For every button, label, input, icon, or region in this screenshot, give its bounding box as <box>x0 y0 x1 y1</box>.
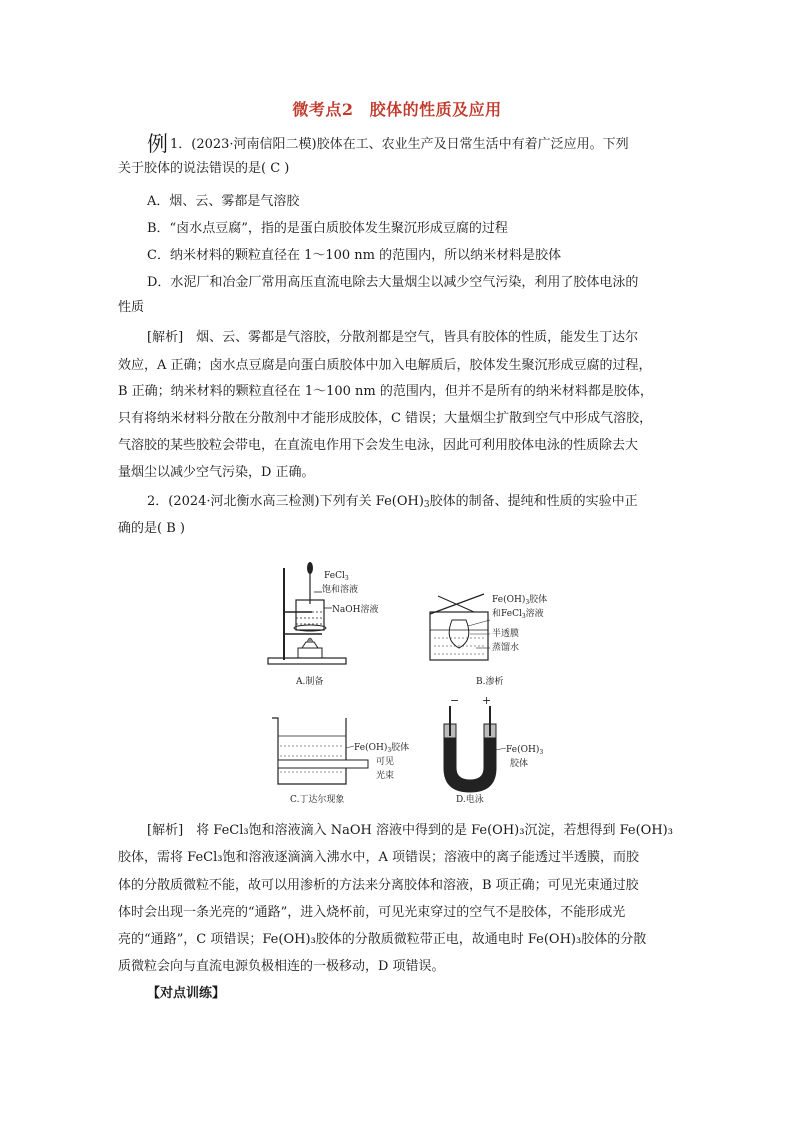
q1-analysis-line5: 气溶胶的某些胶粒会带电，在直流电作用下会发生电泳，因此可利用胶体电泳的性质除去大 <box>118 438 639 453</box>
figure-a-label-naoh: NaOH溶液 <box>332 605 379 615</box>
q2-analysis-line1: [解析] 将 FeCl₃饱和溶液滴入 NaOH 溶液中得到的是 Fe(OH)₃沉淀，若想得到 Fe(OH)₃ <box>147 823 673 838</box>
q1-option-d-cont: 性质 <box>118 300 145 315</box>
q1-option-c: C．纳米材料的颗粒直径在 1～100 nm 的范围内，所以纳米材料是胶体 <box>147 248 562 263</box>
q2-stem-part-b: 胶体的制备、提纯和性质的实验中正 <box>429 494 638 509</box>
figure-c-tyndall <box>268 712 418 806</box>
q2-stem-line2: 确的是( B ) <box>118 521 185 536</box>
figure-b-label-membrane: 半透膜 <box>492 629 520 639</box>
q1-option-d: D．水泥厂和冶金厂常用高压直流电除去大量烟尘以减少空气污染，利用了胶体电泳的 <box>147 275 639 290</box>
figure-c-label-feoh3: $Fe(OH)_3$胶体 <box>354 743 410 754</box>
figure-d-plus: + <box>482 694 492 707</box>
figure-d-label-colloid: 胶体 <box>510 759 529 769</box>
section-title <box>0 97 794 120</box>
figure-b-label-water: 蒸馏水 <box>492 643 520 653</box>
q1-stem-line1: 1．(2023·河南信阳二模)胶体在工、农业生产及日常生活中有着广泛应用。下列 <box>170 137 629 152</box>
q2-analysis-line3: 体的分散质微粒不能，故可以用渗析的方法来分离胶体和溶液，B 项正确；可见光束通过胶 <box>118 878 639 893</box>
q1-analysis-line1: [解析] 烟、云、雾都是气溶胶，分散剂都是空气，皆具有胶体的性质，能发生丁达尔 <box>147 330 639 345</box>
figure-b-label-fecl3: 和FeCl$_3$溶液 <box>492 609 544 620</box>
figure-d-minus: − <box>450 694 460 707</box>
q2-analysis-line6: 质微粒会向与直流电源负极相连的一极移动，D 项错误。 <box>118 959 445 974</box>
q2-analysis-line5: 亮的“通路”，C 项错误；Fe(OH)₃胶体的分散质微粒带正电，故通电时 Fe(OH)₃胶体的分散 <box>118 932 647 947</box>
q1-analysis-line6: 量烟尘以减少空气污染，D 正确。 <box>118 465 315 480</box>
figure-a-label-saturated: 饱和溶液 <box>322 585 359 595</box>
figure-b-caption: B.渗析 <box>476 677 504 687</box>
figure-c-label-beam: 光束 <box>376 771 395 781</box>
q1-stem-line2: 关于胶体的说法错误的是( C ) <box>118 161 290 176</box>
q1-analysis-line4: 只有将纳米材料分散在分散剂中才能形成胶体，C 错误；大量烟尘扩散到空气中形成气溶胶， <box>118 411 653 426</box>
figure-d-label-feoh3: $Fe(OH)_3$ <box>506 745 544 756</box>
section-title-prefix: 微考点2 <box>292 100 354 119</box>
figure-b-dialysis <box>424 590 574 688</box>
figure-b-label-feoh3: $Fe(OH)_3$胶体 <box>492 595 548 606</box>
figure-c-label-visible: 可见 <box>376 757 395 767</box>
q2-stem-line1 <box>147 492 678 515</box>
figure-a-caption: A.制备 <box>296 677 324 687</box>
figure-c-caption: C.丁达尔现象 <box>290 795 345 805</box>
q1-option-b: B．“卤水点豆腐”，指的是蛋白质胶体发生聚沉形成豆腐的过程 <box>147 221 508 236</box>
q2-analysis-line4: 体时会出现一条光亮的“通路”，进入烧杯前，可见光束穿过的空气不是胶体，不能形成光 <box>118 905 626 920</box>
figure-a-preparation <box>262 560 422 688</box>
example-marker: 例 <box>147 132 168 156</box>
q2-stem-part-a: 2．(2024·河北衡水高三检测)下列有关 Fe(OH) <box>147 494 424 509</box>
q1-option-a: A．烟、云、雾都是气溶胶 <box>147 194 300 209</box>
figure-d-electrophoresis <box>434 692 564 806</box>
training-heading: 【对点训练】 <box>147 986 226 1001</box>
figure-d-caption: D.电泳 <box>456 795 484 805</box>
q2-stem-sub: 3 <box>423 500 430 510</box>
q1-analysis-line3: B 正确；纳米材料的颗粒直径在 1～100 nm 的范围内，但并不是所有的纳米材料都是胶体， <box>118 384 653 399</box>
section-title-main: 胶体的性质及应用 <box>369 100 502 119</box>
q1-analysis-line2: 效应，A 正确；卤水点豆腐是向蛋白质胶体中加入电解质后，胶体发生聚沉形成豆腐的过程， <box>118 358 652 373</box>
q2-analysis-line2: 胶体，需将 FeCl₃饱和溶液逐滴滴入沸水中，A 项错误；溶液中的离子能透过半透膜，而胶 <box>118 850 639 865</box>
figure-a-label-fecl3: FeCl$_3$ <box>324 571 349 582</box>
